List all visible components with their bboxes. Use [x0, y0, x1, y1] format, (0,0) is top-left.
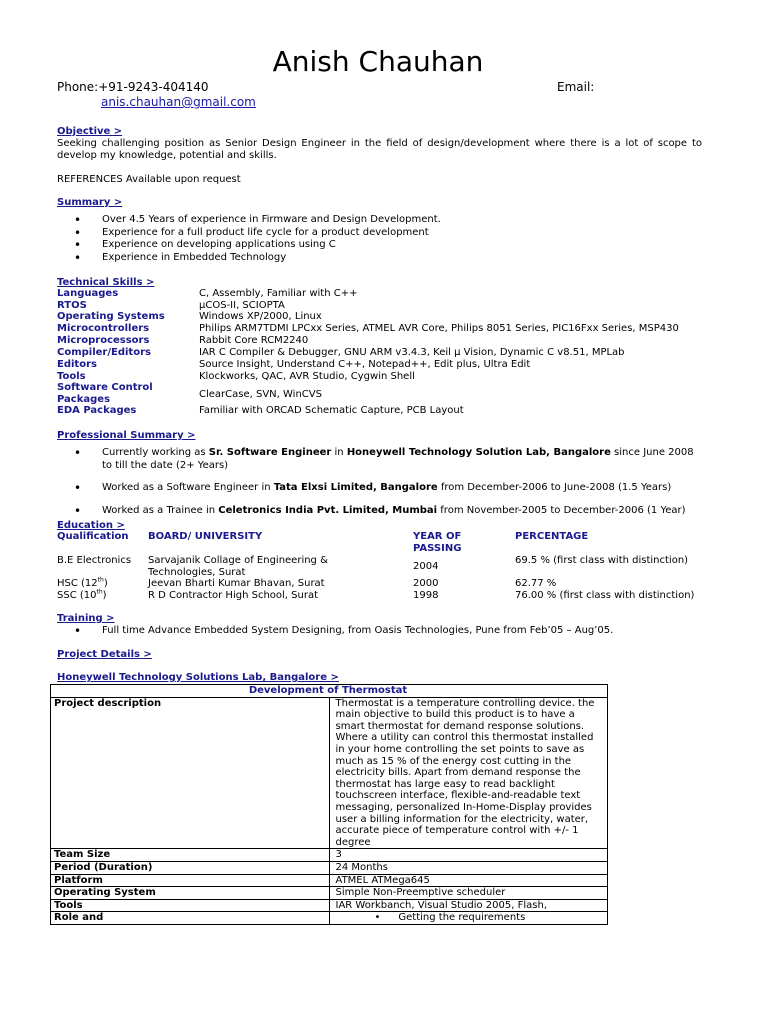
summary-item: Experience on developing applications using C	[102, 239, 336, 250]
percentage: 76.00 % (first class with distinction)	[515, 590, 695, 601]
year: 1998	[413, 590, 439, 601]
role-item: Getting the requirements	[398, 912, 526, 924]
project-title: Development of Thermostat	[51, 685, 608, 698]
job-text: Currently working as	[102, 447, 209, 458]
bullet-icon: •	[74, 624, 82, 638]
job-period: since June 2008 to till the date (2+ Years)	[102, 447, 694, 471]
column-header: PERCENTAGE	[515, 531, 589, 542]
column-header: YEAR OF PASSING	[413, 531, 462, 554]
candidate-name: Anish Chauhan	[272, 45, 484, 78]
list-item	[57, 239, 441, 252]
list-item	[57, 625, 613, 638]
job-text: Worked as a Software Engineer in	[102, 482, 274, 493]
objective-text: Seeking challenging position as Senior Design Engineer in the field of design/development where there is a lot of scope to develop my knowledge, potential and skills.	[57, 138, 702, 161]
bullet-icon: •	[374, 912, 381, 924]
phone-number: +91-9243-404140	[98, 80, 209, 94]
row-label: Team Size	[51, 849, 330, 862]
job-text: Worked as a Trainee in	[102, 504, 219, 516]
qualification-end: )	[103, 578, 108, 589]
bullet-icon: •	[74, 225, 82, 240]
list-item	[57, 482, 705, 495]
skill-value: ClearCase, SVN, WinCVS	[199, 389, 322, 400]
summary-item: Over 4.5 Years of experience in Firmware and Design Development.	[102, 214, 441, 225]
row-value	[329, 912, 608, 925]
training-heading: Training >	[57, 613, 115, 624]
qualification-name: HSC (12	[57, 578, 98, 589]
skill-label: Microprocessors	[57, 335, 150, 346]
year: 2000	[413, 578, 439, 589]
project-table	[50, 684, 608, 925]
skill-value: Familiar with ORCAD Schematic Capture, PCB Layout	[199, 405, 464, 416]
qualification-name: SSC (10	[57, 590, 97, 601]
percentage: 69.5 % (first class with distinction)	[515, 555, 689, 566]
professional-list	[57, 447, 705, 527]
skill-label: EDA Packages	[57, 405, 137, 416]
bullet-icon: •	[74, 481, 82, 495]
training-list	[57, 625, 613, 638]
email-label: Email:	[557, 80, 595, 94]
objective-heading: Objective >	[57, 126, 123, 137]
column-header: BOARD/ UNIVERSITY	[148, 531, 263, 542]
row-value: IAR Workbanch, Visual Studio 2005, Flash,	[329, 899, 608, 912]
year: 2004	[413, 561, 439, 572]
row-label: Project description	[51, 697, 330, 849]
references-note: REFERENCES Available upon request	[57, 174, 241, 185]
professional-heading: Professional Summary >	[57, 430, 196, 441]
job-period: from December-2006 to June-2008 (1.5 Years)	[437, 482, 672, 493]
table-row	[51, 874, 608, 887]
list-item	[57, 447, 705, 472]
skill-value: Rabbit Core RCM2240	[199, 335, 309, 346]
bullet-icon: •	[74, 446, 82, 460]
board: Sarvajanik Collage of Engineering & Technologies, Surat	[148, 555, 328, 578]
training-item: Full time Advance Embedded System Designing, from Oasis Technologies, Pune from Feb’05 – Aug’05.	[102, 625, 614, 636]
summary-item: Experience in Embedded Technology	[102, 251, 287, 263]
job-text: in	[331, 447, 347, 458]
phone-line	[57, 80, 209, 95]
education-heading: Education >	[57, 520, 125, 531]
job-company: Honeywell Technology Solution Lab, Bangalore	[346, 447, 611, 458]
row-value: 24 Months	[329, 861, 608, 874]
phone-label: Phone:	[57, 80, 99, 94]
percentage: 62.77 %	[515, 578, 557, 589]
table-row	[51, 697, 608, 849]
table-row	[51, 849, 608, 862]
job-role: Sr. Software Engineer	[208, 447, 332, 458]
skill-label: Software Control Packages	[57, 382, 153, 405]
superscript: th	[97, 576, 104, 584]
skill-value: IAR C Compiler & Debugger, GNU ARM v3.4.3, Keil µ Vision, Dynamic C v8.51, MPLab	[199, 347, 625, 358]
project-heading: Project Details >	[57, 649, 152, 660]
skill-value: Klockworks, QAC, AVR Studio, Cygwin Shell	[199, 371, 415, 382]
skill-label: Tools	[57, 371, 86, 382]
skill-value: Source Insight, Understand C++, Notepad++, Edit plus, Ultra Edit	[199, 359, 531, 370]
row-value: Thermostat is a temperature controlling device. the main objective to build this product is to have a smart thermostat for demand response solutions. Where a utility can control this thermostat installed in your home controlling the set points to save as much as 15 % of the energy cost cutting in the electricity bills. Apart from demand response the thermostat has large easy to read backlight touchscreen interface, flexible-and-readable text messaging, personalized In-Home-Display provides user a billing information for the electricity, water, accurate piece of temperature control with +/- 1 degree	[329, 697, 608, 849]
skill-value: µCOS-II, SCIOPTA	[199, 300, 285, 311]
summary-item: Experience for a full product life cycle for a product development	[102, 226, 429, 238]
table-row	[51, 899, 608, 912]
table-row	[51, 685, 608, 698]
qualification	[57, 590, 107, 602]
list-item	[57, 505, 705, 518]
skill-label: Compiler/Editors	[57, 347, 151, 358]
bullet-icon: •	[74, 213, 82, 227]
summary-list	[57, 214, 441, 264]
row-label: Period (Duration)	[51, 861, 330, 874]
row-label: Operating System	[51, 887, 330, 900]
table-row	[51, 861, 608, 874]
row-value: ATMEL ATMega645	[329, 874, 608, 887]
qualification: B.E Electronics	[57, 555, 132, 566]
job-company: Celetronics India Pvt. Limited, Mumbai	[218, 504, 438, 516]
list-item	[57, 252, 441, 265]
row-label: Platform	[51, 874, 330, 887]
list-item	[57, 214, 441, 227]
table-row	[51, 887, 608, 900]
qualification-end: )	[102, 590, 107, 601]
table-row	[51, 912, 608, 925]
skills-heading: Technical Skills >	[57, 277, 155, 288]
skill-label: RTOS	[57, 300, 87, 311]
skill-value: Windows XP/2000, Linux	[199, 311, 322, 322]
skill-value: C, Assembly, Familiar with C++	[199, 288, 358, 299]
skill-label: Editors	[57, 359, 97, 370]
board: R D Contractor High School, Surat	[148, 590, 318, 601]
bullet-icon: •	[74, 250, 82, 265]
superscript: th	[96, 588, 103, 596]
list-item	[57, 227, 441, 240]
row-value: 3	[329, 849, 608, 862]
column-header: Qualification	[57, 531, 129, 542]
row-label: Role and	[51, 912, 330, 925]
board: Jeevan Bharti Kumar Bhavan, Surat	[148, 578, 325, 589]
bullet-icon: •	[74, 238, 82, 252]
row-value: Simple Non-Preemptive scheduler	[329, 887, 608, 900]
bullet-icon: •	[74, 503, 82, 518]
skill-value: Philips ARM7TDMI LPCxx Series, ATMEL AVR Core, Philips 8051 Series, PIC16Fxx Series, MSP430	[199, 323, 679, 334]
job-company: Tata Elxsi Limited, Bangalore	[273, 482, 438, 493]
job-period: from November-2005 to December-2006 (1 Year)	[437, 504, 686, 516]
skill-label: Languages	[57, 288, 119, 299]
row-label: Tools	[51, 899, 330, 912]
project-company: Honeywell Technology Solutions Lab, Bangalore >	[57, 672, 339, 683]
skill-label: Microcontrollers	[57, 323, 150, 334]
skill-label: Operating Systems	[57, 311, 165, 322]
email-link[interactable]: anis.chauhan@gmail.com	[101, 95, 256, 109]
summary-heading: Summary >	[57, 197, 123, 208]
